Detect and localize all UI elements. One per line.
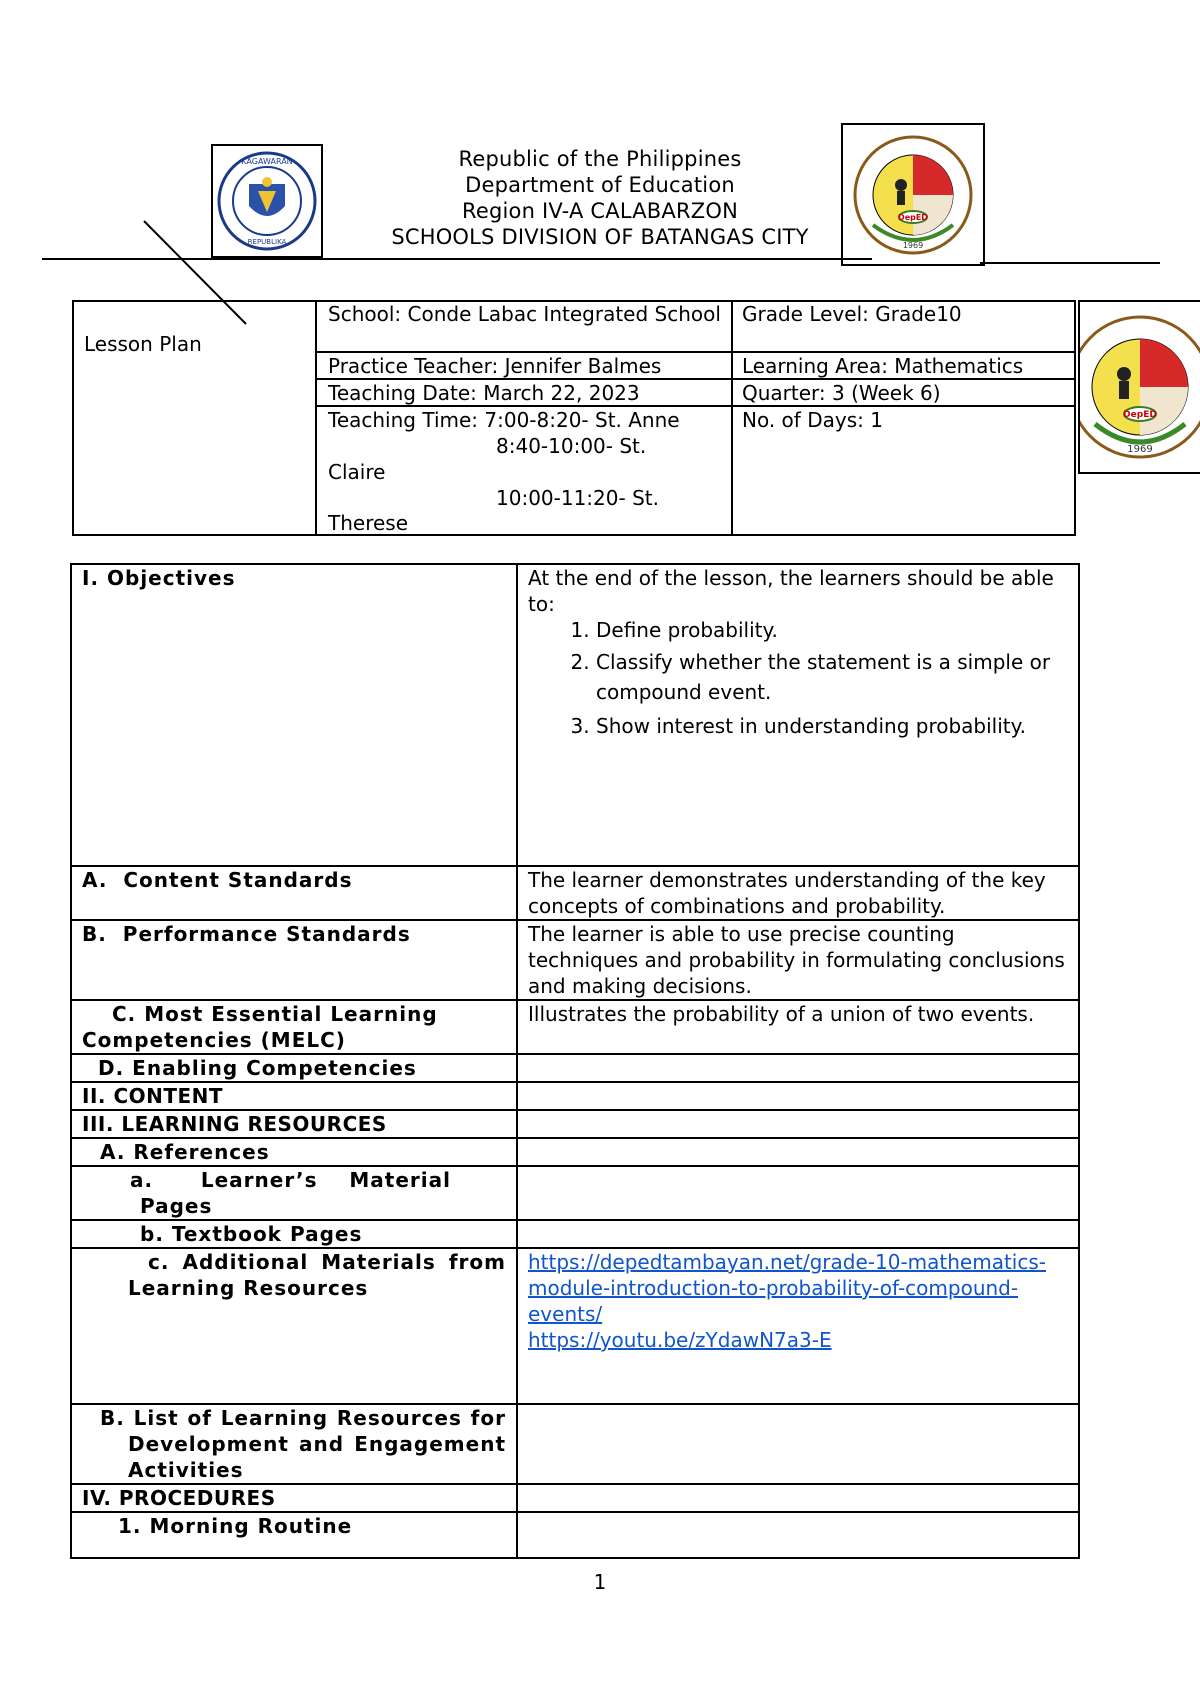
- references-label: A. References: [71, 1138, 517, 1166]
- info-row-1: [315, 351, 1076, 353]
- enabling-label: D. Enabling Competencies: [71, 1054, 517, 1082]
- page-number: 1: [593, 1570, 607, 1594]
- lesson-plan-title: Lesson Plan: [84, 332, 202, 356]
- header-line-3: Region IV-A CALABARZON: [461, 199, 739, 223]
- additional-materials-label: c. Additional Materials from Learning Resources: [71, 1248, 517, 1404]
- info-divider-2: [731, 300, 733, 536]
- melc-label: C. Most Essential Learning Competencies (MELC): [71, 1000, 517, 1054]
- textbook-value: [517, 1220, 1079, 1248]
- header-text: [300, 146, 900, 250]
- learning-area-field: Learning Area: Mathematics: [742, 354, 1024, 378]
- table-row: [71, 1220, 1079, 1248]
- list-resources-value: [517, 1404, 1079, 1484]
- table-row: [71, 1166, 1079, 1220]
- table-row: [71, 1512, 1079, 1558]
- no-of-days-field: No. of Days: 1: [742, 408, 883, 432]
- practice-teacher-field: Practice Teacher: Jennifer Balmes: [328, 354, 662, 378]
- resource-link-1[interactable]: https://depedtambayan.net/grade-10-mathematics-module-introduction-to-probability-of-compound-events/: [528, 1250, 1046, 1326]
- teaching-time-line-3: Claire: [328, 460, 386, 484]
- table-row: [71, 866, 1079, 920]
- list-item: 3. Show interest in understanding probability.: [596, 711, 1068, 741]
- info-divider-1: [315, 300, 317, 536]
- teaching-time-line-4: 10:00-11:20- St.: [496, 486, 659, 510]
- quarter-field: Quarter: 3 (Week 6): [742, 381, 941, 405]
- table-row: [71, 920, 1079, 1000]
- textbook-label: b. Textbook Pages: [71, 1220, 517, 1248]
- morning-routine-label: 1. Morning Routine: [71, 1512, 517, 1558]
- performance-standards-text: Performance Standards: [122, 922, 411, 946]
- performance-standards-value: The learner is able to use precise counting techniques and probability in formulating conclusions and making decisions.: [517, 920, 1079, 1000]
- table-row: [71, 1248, 1079, 1404]
- list-item: 2. Classify whether the statement is a simple or compound event.: [596, 647, 1068, 707]
- table-row: [71, 1484, 1079, 1512]
- learning-resources-label: III. LEARNING RESOURCES: [71, 1110, 517, 1138]
- table-row: [71, 1404, 1079, 1484]
- procedures-value: [517, 1484, 1079, 1512]
- objectives-intro: At the end of the lesson, the learners should be able to:: [528, 566, 1054, 616]
- enabling-value: [517, 1054, 1079, 1082]
- svg-text:1969: 1969: [1127, 444, 1153, 455]
- objectives-cell: [517, 564, 1079, 866]
- objectives-list: [528, 617, 1068, 741]
- division-seal-overlay-icon: [1078, 302, 1200, 472]
- svg-text:DepED: DepED: [898, 213, 928, 222]
- lesson-table: [70, 563, 1080, 1559]
- header-line-1: Republic of the Philippines: [458, 147, 742, 171]
- svg-text:KAGAWARAN: KAGAWARAN: [241, 157, 293, 166]
- grade-level-field: Grade Level: Grade10: [742, 302, 962, 326]
- division-logo-overlay: [1078, 300, 1200, 474]
- header-rule-right: [980, 262, 1160, 264]
- table-row: [71, 564, 1079, 866]
- content-standards-value: The learner demonstrates understanding of the key concepts of combinations and probability.: [517, 866, 1079, 920]
- header-line-2: Department of Education: [465, 173, 735, 197]
- learners-material-value: [517, 1166, 1079, 1220]
- table-row: [71, 1000, 1079, 1054]
- content-standards-label: A. Content Standards: [71, 866, 517, 920]
- morning-routine-value: [517, 1512, 1079, 1558]
- resource-link-2[interactable]: https://youtu.be/zYdawN7a3-E: [528, 1328, 832, 1352]
- table-row: [71, 1110, 1079, 1138]
- teaching-time-line-5: Therese: [328, 511, 409, 535]
- svg-text:1969: 1969: [902, 241, 924, 250]
- school-field: School: Conde Labac Integrated School: [328, 302, 721, 326]
- learners-material-label: a. Learner’s Material Pages: [71, 1166, 517, 1220]
- svg-text:REPUBLIKA: REPUBLIKA: [247, 238, 287, 246]
- teaching-date-field: Teaching Date: March 22, 2023: [328, 381, 640, 405]
- objectives-label: I. Objectives: [71, 564, 517, 866]
- header-line-4: SCHOOLS DIVISION OF BATANGAS CITY: [391, 225, 809, 249]
- learning-resources-value: [517, 1110, 1079, 1138]
- teaching-time-line-2: 8:40-10:00- St.: [496, 434, 647, 458]
- procedures-label: IV. PROCEDURES: [71, 1484, 517, 1512]
- table-row: [71, 1082, 1079, 1110]
- references-value: [517, 1138, 1079, 1166]
- table-row: [71, 1138, 1079, 1166]
- teaching-time-line-1: Teaching Time: 7:00-8:20- St. Anne: [328, 408, 680, 432]
- list-item: 1. Define probability.: [596, 617, 1068, 643]
- melc-value: Illustrates the probability of a union of two events.: [517, 1000, 1079, 1054]
- content-label: II. CONTENT: [71, 1082, 517, 1110]
- division-seal-icon: [843, 125, 983, 264]
- list-resources-label: B. List of Learning Resources for Development and Engagement Activities: [71, 1404, 517, 1484]
- performance-standards-label: B. Performance Standards: [71, 920, 517, 1000]
- content-value: [517, 1082, 1079, 1110]
- content-standards-text: Content Standards: [123, 868, 353, 892]
- svg-text:DepED: DepED: [1123, 410, 1157, 420]
- table-row: [71, 1054, 1079, 1082]
- division-logo: [841, 123, 985, 266]
- additional-materials-value: [517, 1248, 1079, 1404]
